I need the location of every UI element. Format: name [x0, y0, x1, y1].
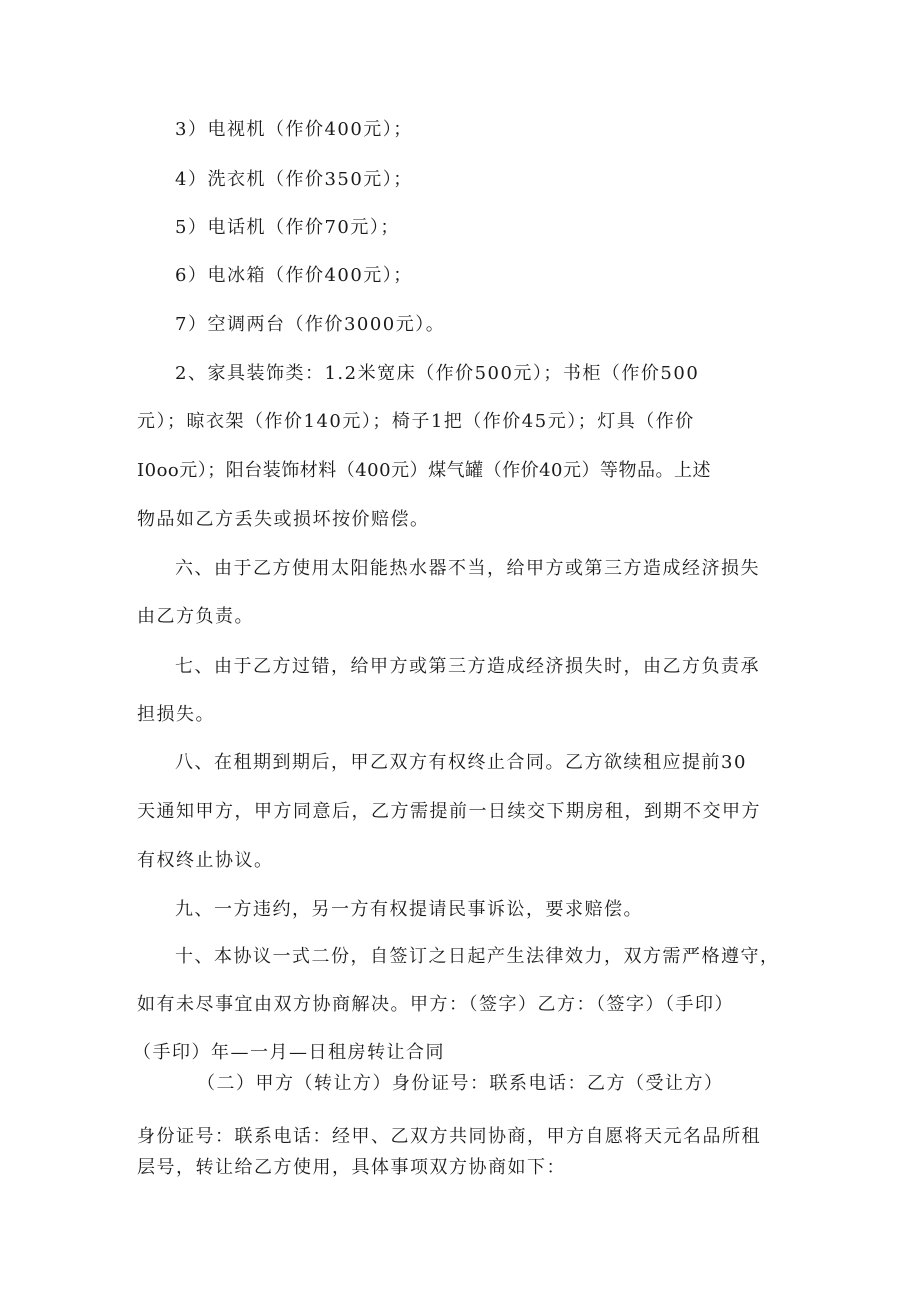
item-washing-machine: 4）洗衣机（作价350元）； [175, 169, 413, 190]
clause-seven-line-2: 担损失。 [137, 704, 215, 725]
furniture-paragraph-line-4: 物品如乙方丢失或损坏按价赔偿。 [137, 509, 430, 530]
clause-eight-line-3: 有权终止协议。 [137, 850, 274, 871]
contract-two-intro-line-2: 层号，转让给乙方使用，具体事项双方协商如下： [137, 1157, 566, 1178]
furniture-paragraph-line-1: 2、家具装饰类：1.2米宽床（作价500元）；书柜（作价500 [175, 363, 700, 384]
item-refrigerator: 6）电冰箱（作价400元）； [175, 265, 413, 286]
furniture-paragraph-line-2: 元）；晾衣架（作价140元）；椅子1把（作价45元）；灯具（作价 [137, 411, 695, 432]
clause-seven-line-1: 七、由于乙方过错，给甲方或第三方造成经济损失时，由乙方负责承 [175, 656, 760, 677]
item-telephone: 5）电话机（作价70元）； [175, 217, 400, 238]
clause-nine: 九、一方违约，另一方有权提请民事诉讼，要求赔偿。 [175, 899, 643, 920]
item-air-conditioner: 7）空调两台（作价3000元）。 [175, 314, 446, 335]
contract-two-party-line: （二）甲方（转让方）身份证号：联系电话：乙方（受让方） [197, 1073, 724, 1094]
furniture-paragraph-line-3: I0oo元）；阳台装饰材料（400元）煤气罐（作价40元）等物品。上述 [137, 460, 711, 481]
clause-eight-line-2: 天通知甲方，甲方同意后，乙方需提前一日续交下期房租，到期不交甲方 [137, 801, 761, 822]
clause-six-line-1: 六、由于乙方使用太阳能热水器不当，给甲方或第三方造成经济损失 [175, 558, 760, 579]
contract-two-intro-line-1: 身份证号：联系电话：经甲、乙双方共同协商，甲方自愿将天元名品所租 [137, 1126, 761, 1147]
signature-date-title-line: （手印）年—一月—日租房转让合同 [133, 1042, 445, 1063]
item-tv: 3）电视机（作价400元）； [175, 119, 413, 140]
clause-ten-line-2: 如有未尽事宜由双方协商解决。甲方：（签字）乙方：（签字）（手印） [137, 994, 734, 1015]
clause-six-line-2: 由乙方负责。 [137, 606, 254, 627]
clause-ten-line-1: 十、本协议一式二份，自签订之日起产生法律效力，双方需严格遵守， [175, 946, 780, 967]
clause-eight-line-1: 八、在租期到期后，甲乙双方有权终止合同。乙方欲续租应提前30 [175, 752, 747, 773]
